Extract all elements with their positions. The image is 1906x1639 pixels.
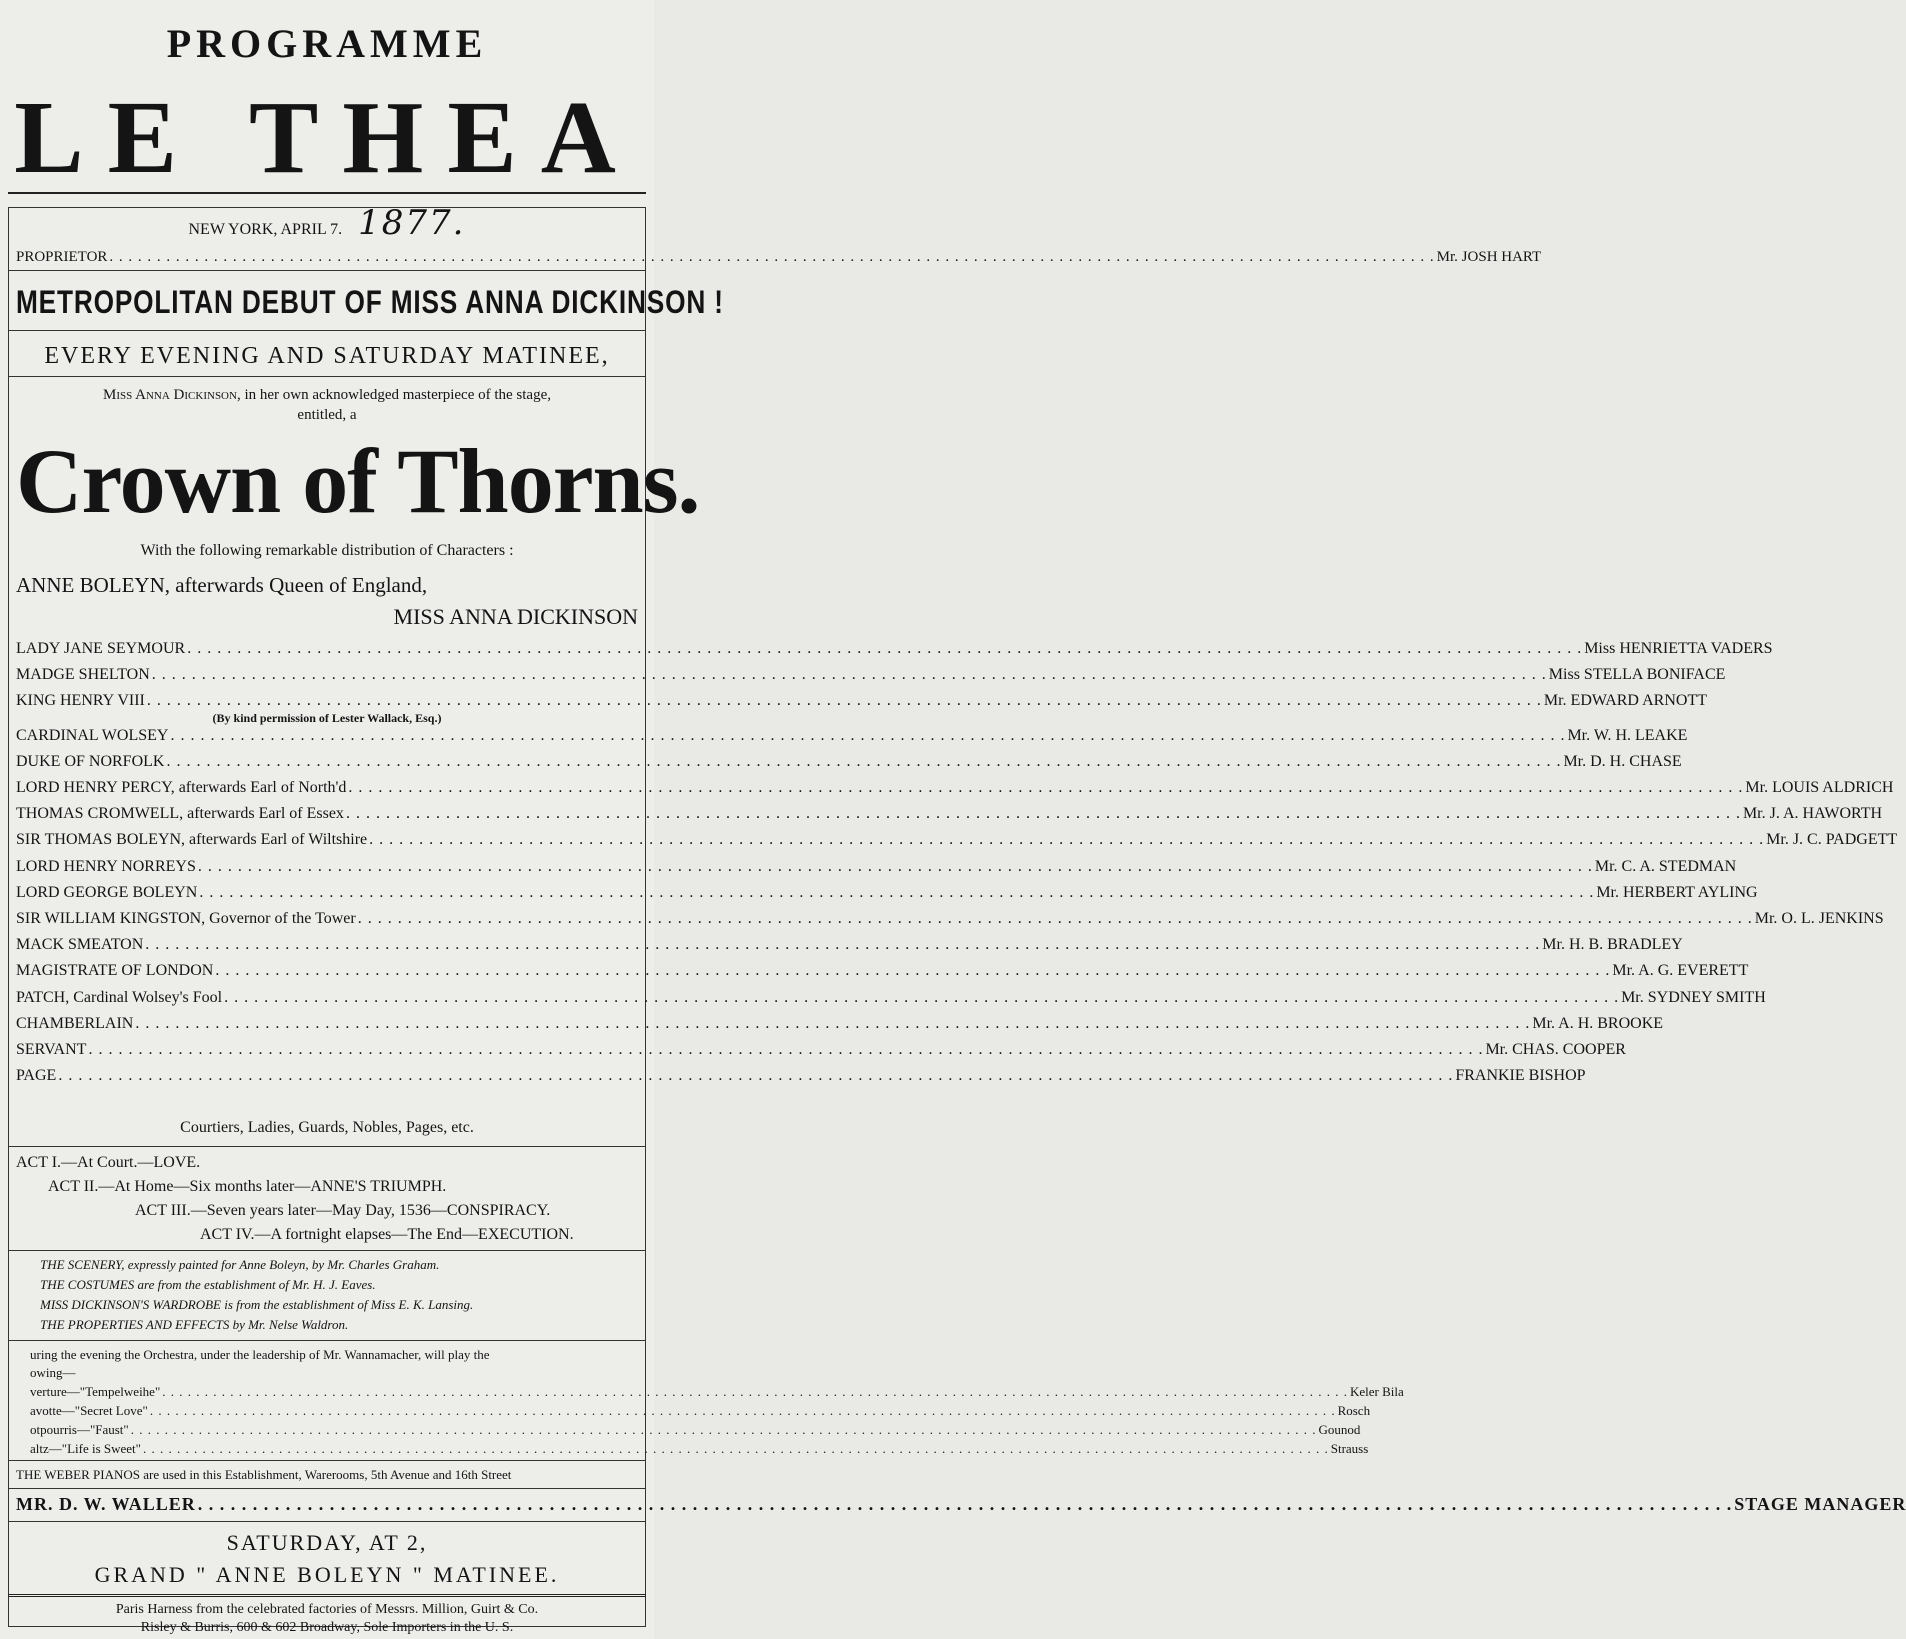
- cast-role: MAGISTRATE OF LONDON: [16, 962, 214, 980]
- act-1: ACT I.—At Court.—LOVE.: [16, 1154, 201, 1171]
- rule: [8, 270, 646, 271]
- cast-actor: Mr. C. A. STEDMAN: [1594, 857, 1737, 875]
- cast-role: CHAMBERLAIN: [16, 1014, 134, 1032]
- cast-actor: Mr. CHAS. COOPER: [1485, 1041, 1626, 1058]
- proprietor-line: [16, 246, 1542, 268]
- cast-row: [16, 960, 1749, 982]
- cast-row: [16, 1065, 1586, 1087]
- cast-row: [16, 882, 1758, 904]
- cast-row: [16, 987, 1766, 1009]
- cast-actor: Mr. A. H. BROOKE: [1532, 1014, 1664, 1032]
- leader-dots: [198, 1493, 1733, 1515]
- credit-wardrobe: MISS DICKINSON'S WARDROBE is from the establishment of Miss E. K. Lansing.: [40, 1297, 474, 1312]
- cast-role: CARDINAL WOLSEY: [16, 726, 169, 744]
- cast-row: [16, 1013, 1664, 1035]
- cast-role: PATCH, Cardinal Wolsey's Fool: [16, 988, 223, 1006]
- leader-dots: [170, 725, 1565, 747]
- rule: [8, 1488, 646, 1489]
- cast-role: DUKE OF NORFOLK: [16, 752, 165, 770]
- leader-dots: [369, 829, 1764, 851]
- leader-dots: [58, 1065, 1453, 1087]
- leader-dots: [346, 803, 1741, 825]
- rule: [8, 1521, 646, 1522]
- cast-actor: Miss STELLA BONIFACE: [1548, 666, 1726, 684]
- orchestra-composer: Gounod: [1318, 1422, 1361, 1437]
- play-title: Crown of Thorns.: [16, 430, 700, 532]
- cast-row: [16, 803, 1883, 825]
- cast-actor: Mr. J. A. HAWORTH: [1742, 805, 1883, 823]
- credit-properties: THE PROPERTIES AND EFFECTS by Mr. Nelse Waldron.: [40, 1317, 349, 1332]
- cast-role: KING HENRY VIII: [16, 692, 145, 710]
- leader-dots: [187, 638, 1582, 660]
- cast-role: SIR WILLIAM KINGSTON, Governor of the Tower: [16, 910, 356, 927]
- orchestra-intro-2: owing—: [30, 1365, 76, 1380]
- lead-actor: MISS ANNA DICKINSON: [393, 604, 638, 629]
- theatre-name: LE THEA: [14, 80, 640, 195]
- cast-role: LADY JANE SEYMOUR: [16, 640, 186, 657]
- cast-actor: Mr. SYDNEY SMITH: [1621, 988, 1766, 1006]
- cast-role: MACK SMEATON: [16, 936, 144, 954]
- cast-actor: Mr. H. B. BRADLEY: [1542, 936, 1683, 954]
- leader-dots: [198, 856, 1593, 878]
- cast-role: PAGE: [16, 1067, 57, 1085]
- lead-role: ANNE BOLEYN, afterwards Queen of England,: [16, 573, 428, 597]
- rule: [8, 330, 646, 331]
- rule: [8, 1146, 646, 1147]
- credit-scenery: THE SCENERY, expressly painted for Anne Boleyn, by Mr. Charles Graham.: [40, 1257, 440, 1272]
- proprietor-name: Mr. JOSH HART: [1436, 249, 1542, 265]
- orchestra-composer: Rosch: [1337, 1403, 1371, 1418]
- with-following-line: With the following remarkable distribution of Characters :: [140, 542, 514, 559]
- orchestra-piece: otpourris—"Faust": [30, 1422, 129, 1437]
- footer-line-2: Risley & Burris, 600 & 602 Broadway, Sole Importers in the U. S.: [140, 1620, 514, 1635]
- rule: [8, 376, 646, 377]
- rule: [8, 1250, 646, 1251]
- rule: [8, 1340, 646, 1341]
- cast-actor: Mr. W. H. LEAKE: [1567, 726, 1688, 744]
- programme-heading: PROGRAMME: [166, 21, 488, 66]
- leader-dots: [166, 751, 1561, 773]
- leader-dots: [135, 1013, 1530, 1035]
- cast-actor: Mr. EDWARD ARNOTT: [1543, 692, 1707, 710]
- orchestra-row: [30, 1438, 1369, 1460]
- cast-row: [16, 934, 1683, 956]
- cast-row: [16, 638, 1773, 660]
- stage-manager-title: STAGE MANAGER: [1734, 1494, 1906, 1514]
- orchestra-piece: altz—"Life is Sweet": [30, 1441, 141, 1456]
- rule: [8, 1594, 646, 1597]
- orchestra-piece: avotte—"Secret Love": [30, 1403, 148, 1418]
- cast-role: LORD HENRY NORREYS: [16, 857, 196, 875]
- orchestra-intro-1: uring the evening the Orchestra, under the leadership of Mr. Wannamacher, will play the: [30, 1347, 490, 1362]
- cast-actor: Mr. J. C. PADGETT: [1766, 831, 1898, 849]
- stage-manager-line: [16, 1493, 1906, 1515]
- leader-dots: [348, 777, 1743, 799]
- act-2: ACT II.—At Home—Six months later—ANNE'S TRIUMPH.: [48, 1178, 447, 1195]
- dateline: [16, 203, 638, 243]
- cast-role: SIR THOMAS BOLEYN, afterwards Earl of Wiltshire: [16, 831, 368, 849]
- rule: [8, 1460, 646, 1461]
- cast-row: [16, 1039, 1626, 1061]
- cast-actor: Mr. LOUIS ALDRICH: [1745, 779, 1894, 796]
- act-3: ACT III.—Seven years later—May Day, 1536—CONSPIRACY.: [135, 1202, 551, 1219]
- leader-dots: [109, 246, 1434, 268]
- matinee-line-1: SATURDAY, AT 2,: [226, 1530, 428, 1555]
- leader-dots: [145, 934, 1540, 956]
- leader-dots: [88, 1039, 1483, 1061]
- permission-note: (By kind permission of Lester Wallack, Esq.): [212, 711, 442, 726]
- date-place: NEW YORK, APRIL 7.: [188, 221, 343, 238]
- cast-row: [16, 777, 1894, 799]
- every-evening-line: EVERY EVENING AND SATURDAY MATINEE,: [44, 343, 610, 369]
- leader-dots: [358, 908, 1753, 930]
- debut-headline: METROPOLITAN DEBUT OF MISS ANNA DICKINSON !: [16, 284, 724, 320]
- leader-dots: [143, 1438, 1329, 1460]
- cast-actor: Mr. O. L. JENKINS: [1754, 910, 1884, 927]
- handwritten-year: 1877.: [358, 203, 466, 243]
- orchestra-composer: Strauss: [1330, 1441, 1369, 1456]
- cast-row: [16, 751, 1682, 773]
- act-4: ACT IV.—A fortnight elapses—The End—EXECUTION.: [200, 1226, 574, 1243]
- matinee-line-2: GRAND " ANNE BOLEYN " MATINEE.: [94, 1562, 560, 1587]
- cast-role: MADGE SHELTON: [16, 666, 150, 684]
- cast-actor: Mr. HERBERT AYLING: [1596, 883, 1758, 901]
- intro-line-1: [16, 384, 638, 406]
- cast-row: [16, 908, 1884, 930]
- footer-line-1: Paris Harness from the celebrated factories of Messrs. Million, Guirt & Co.: [115, 1602, 539, 1617]
- cast-row: [16, 856, 1737, 878]
- cast-row: [16, 664, 1726, 686]
- cast-role: SERVANT: [16, 1041, 87, 1058]
- intro-line-2: entitled, a: [297, 407, 357, 423]
- ensemble-line: Courtiers, Ladies, Guards, Nobles, Pages, etc.: [180, 1119, 474, 1136]
- leader-dots: [199, 882, 1594, 904]
- stage-manager-name: MR. D. W. WALLER: [16, 1494, 196, 1514]
- intro-name: Miss Anna Dickinson,: [102, 387, 241, 403]
- cast-actor: FRANKIE BISHOP: [1455, 1067, 1586, 1085]
- cast-role: LORD GEORGE BOLEYN: [16, 883, 198, 901]
- weber-pianos-line: THE WEBER PIANOS are used in this Establishment, Warerooms, 5th Avenue and 16th Street: [16, 1467, 512, 1482]
- header-rule: [8, 192, 646, 194]
- cast-role: LORD HENRY PERCY, afterwards Earl of North'd: [16, 779, 347, 796]
- leader-dots: [224, 987, 1619, 1009]
- intro-rest: in her own acknowledged masterpiece of the stage,: [240, 387, 552, 403]
- orchestra-composer: Keler Bila: [1350, 1384, 1404, 1399]
- orchestra-piece: verture—"Tempelweihe": [30, 1384, 161, 1399]
- cast-actor: Miss HENRIETTA VADERS: [1584, 640, 1773, 657]
- leader-dots: [152, 664, 1547, 686]
- cast-role: THOMAS CROMWELL, afterwards Earl of Essex: [16, 805, 344, 823]
- proprietor-label: PROPRIETOR: [16, 249, 108, 265]
- leader-dots: [215, 960, 1610, 982]
- cast-actor: Mr. A. G. EVERETT: [1612, 962, 1749, 980]
- cast-row: [16, 829, 1898, 851]
- cast-row: [16, 725, 1688, 747]
- credit-costumes: THE COSTUMES are from the establishment of Mr. H. J. Eaves.: [40, 1277, 376, 1292]
- cast-actor: Mr. D. H. CHASE: [1563, 752, 1682, 770]
